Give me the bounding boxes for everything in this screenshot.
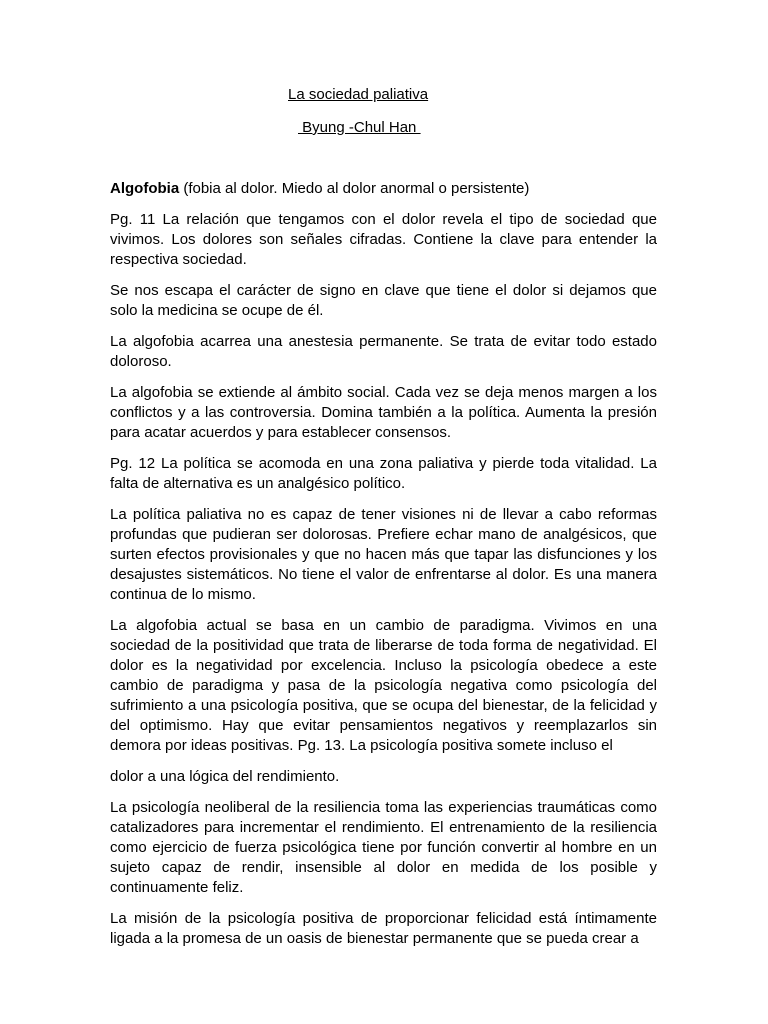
paragraph: La psicología neoliberal de la resiliencia toma las experiencias traumáticas como catalizadores para incrementar el rendimiento. El entrenamiento de la resiliencia como ejercicio de fuerza psicológica tiene por función convertir al hombre en un sujeto capaz de rendir, insensible al dolor en medida de los posible y continuamente feliz. [110, 799, 657, 896]
paragraph: dolor a una lógica del rendimiento. [110, 768, 340, 785]
section-heading [110, 179, 657, 199]
document-author: Byung -Chul Han [298, 119, 421, 136]
heading-definition: (fobia al dolor. Miedo al dolor anormal o persistente) [179, 180, 530, 197]
paragraph: La algofobia acarrea una anestesia permanente. Se trata de evitar todo estado doloroso. [110, 333, 657, 370]
paragraph: Pg. 12 La política se acomoda en una zona paliativa y pierde toda vitalidad. La falta de alternativa es un analgésico político. [110, 455, 657, 492]
paragraph: La algofobia se extiende al ámbito social. Cada vez se deja menos margen a los conflictos y a las controversia. Domina también a la política. Aumenta la presión para acatar acuerdos y para establecer consensos. [110, 384, 657, 441]
paragraph: La política paliativa no es capaz de tener visiones ni de llevar a cabo reformas profundas que pudieran ser dolorosas. Prefiere echar mano de analgésicos, que surten efectos provisionales y que no hacen más que tapar las disfunciones y los desajustes sistemáticos. No tiene el valor de enfrentarse al dolor. Es una manera continua de lo mismo. [110, 506, 657, 603]
paragraph: Se nos escapa el carácter de signo en clave que tiene el dolor si dejamos que solo la medicina se ocupe de él. [110, 282, 657, 319]
paragraph: La misión de la psicología positiva de proporcionar felicidad está íntimamente ligada a la promesa de un oasis de bienestar permanente que se pueda crear a [110, 910, 657, 947]
paragraph: Pg. 11 La relación que tengamos con el dolor revela el tipo de sociedad que vivimos. Los dolores son señales cifradas. Contiene la clave para entender la respectiva sociedad. [110, 211, 657, 268]
document-body [110, 179, 657, 960]
heading-term: Algofobia [110, 180, 180, 197]
paragraph: La algofobia actual se basa en un cambio de paradigma. Vivimos en una sociedad de la positividad que trata de liberarse de toda forma de negatividad. El dolor es la negatividad por excelencia. Incluso la psicología obedece a este cambio de paradigma y pasa de la psicología negativa como psicología del sufrimiento a una psicología positiva, que se ocupa del bienestar, de la felicidad y del optimismo. Hay que evitar pensamientos negativos y reemplazarlos sin demora por ideas positivas. Pg. 13. La psicología positiva somete incluso el [110, 617, 657, 754]
document-title: La sociedad paliativa [288, 86, 429, 103]
